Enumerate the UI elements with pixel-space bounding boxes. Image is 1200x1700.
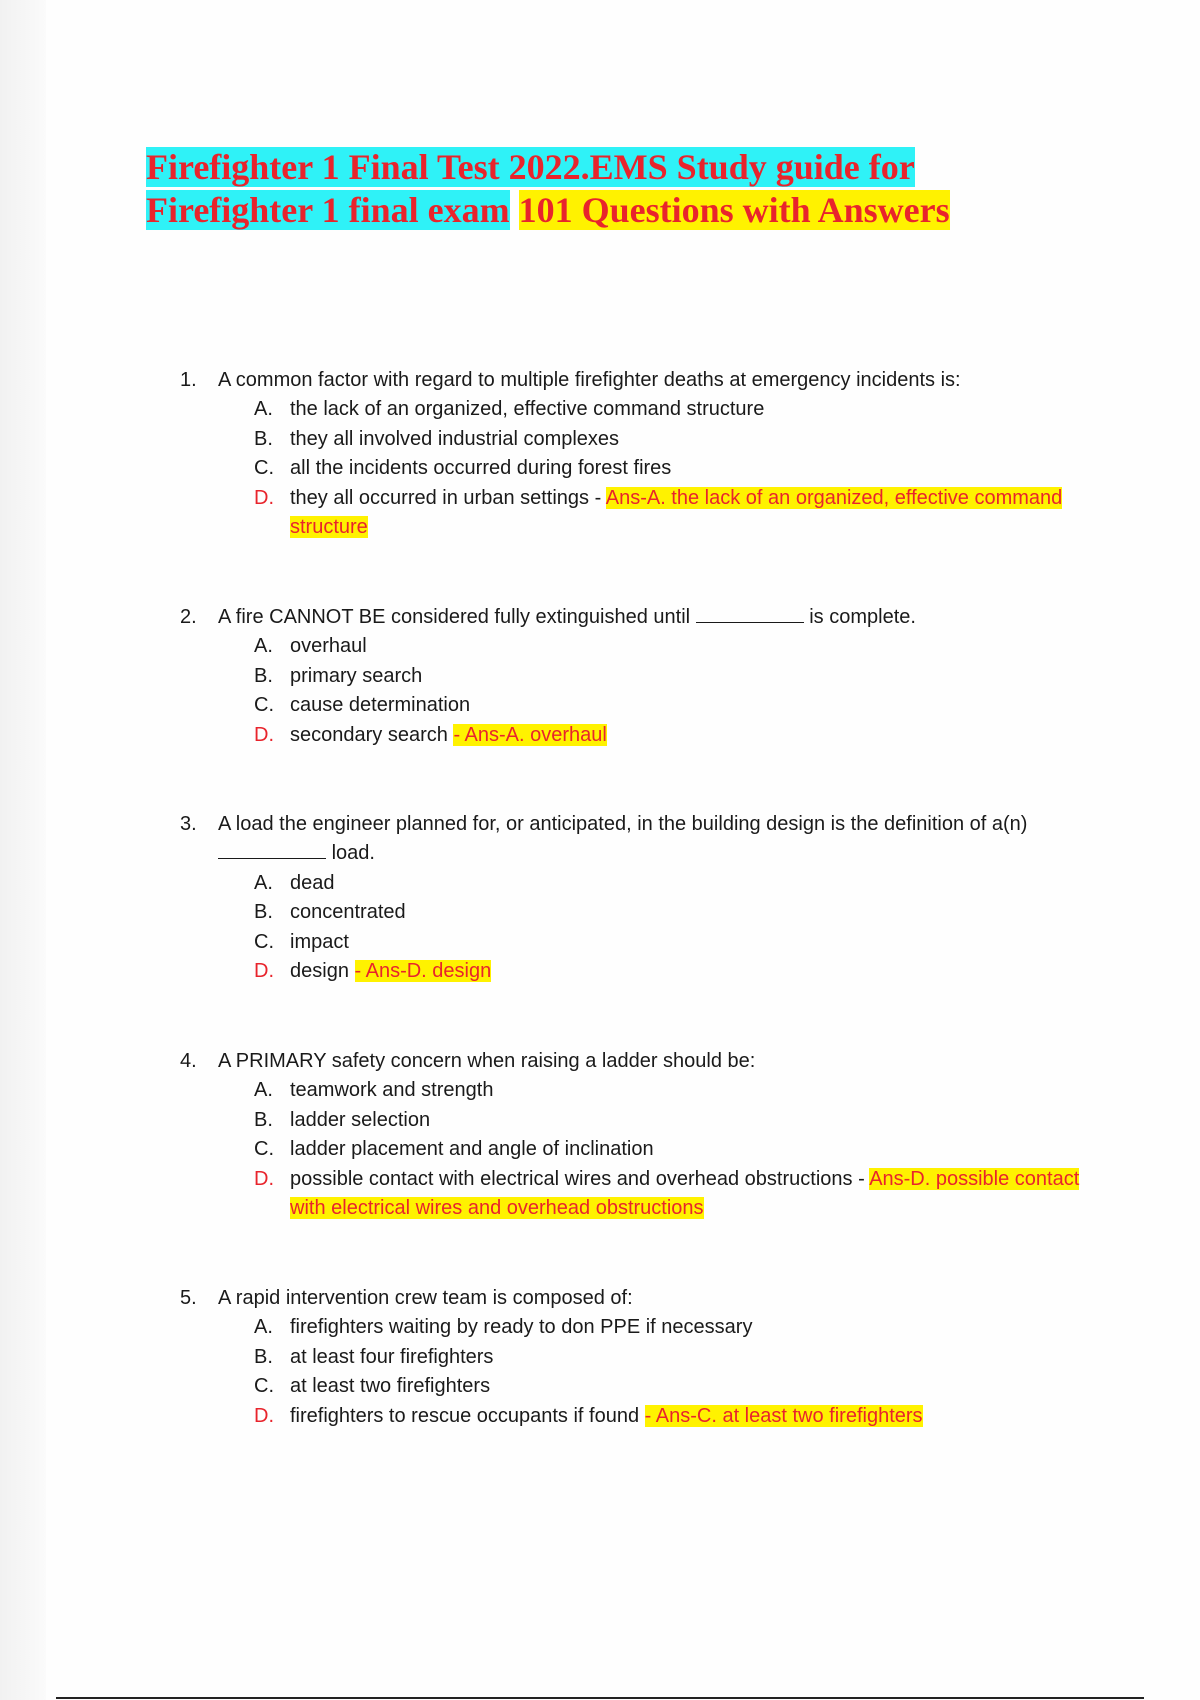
option-b	[254, 1343, 1080, 1372]
question-stem	[180, 603, 1080, 632]
option-b	[254, 898, 1080, 927]
question-1	[180, 366, 1080, 542]
question-stem	[180, 1047, 1080, 1076]
question-text: A PRIMARY safety concern when raising a ladder should be:	[218, 1050, 756, 1072]
option-letter: A.	[254, 871, 273, 894]
option-letter: D.	[254, 723, 274, 746]
page-edge-shadow	[0, 0, 46, 1700]
question-text: A fire CANNOT BE considered fully extinguished until	[218, 606, 691, 628]
option-text: at least four firefighters	[290, 1345, 494, 1368]
option-list	[180, 395, 1080, 542]
option-letter: A.	[254, 1316, 273, 1339]
option-letter: B.	[254, 901, 273, 924]
question-text: A load the engineer planned for, or anticipated, in the building design is the definition of a(n)	[218, 813, 1028, 835]
question-4	[180, 1047, 1080, 1223]
question-text: A rapid intervention crew team is composed of:	[218, 1287, 633, 1309]
option-a	[254, 1313, 1080, 1342]
question-number: 2.	[180, 606, 197, 628]
option-text: firefighters to rescue occupants if found	[290, 1404, 640, 1427]
question-number: 1.	[180, 369, 197, 391]
title-highlight-cyan: Firefighter 1 Final Test 2022.EMS Study guide for Firefighter 1 final exam	[146, 147, 915, 230]
option-letter: B.	[254, 427, 273, 450]
option-letter: B.	[254, 1108, 273, 1131]
option-letter: D.	[254, 1167, 274, 1190]
title-highlight-yellow: 101 Questions with Answers	[518, 190, 950, 230]
option-b	[254, 662, 1080, 691]
question-text: A common factor with regard to multiple firefighter deaths at emergency incidents is:	[218, 369, 961, 391]
option-text: overhaul	[290, 635, 367, 658]
option-text: dead	[290, 871, 335, 894]
option-d	[254, 1165, 1080, 1224]
option-d	[254, 1402, 1080, 1431]
option-letter: D.	[254, 1404, 274, 1427]
option-text: possible contact with electrical wires and overhead obstructions -	[290, 1167, 865, 1190]
option-b	[254, 425, 1080, 454]
fill-in-blank	[218, 842, 326, 859]
option-d	[254, 957, 1080, 986]
option-letter: D.	[254, 960, 274, 983]
option-text: cause determination	[290, 694, 471, 717]
option-list	[180, 1076, 1080, 1223]
question-5	[180, 1284, 1080, 1431]
option-d	[254, 484, 1080, 543]
option-text: design	[290, 960, 349, 983]
answer-highlight: Ans-A. the lack of an organized, effective command structure	[290, 486, 1063, 539]
option-list	[180, 632, 1080, 750]
question-number: 3.	[180, 813, 197, 835]
option-text: ladder placement and angle of inclination	[290, 1138, 654, 1161]
answer-highlight: - Ans-A. overhaul	[453, 723, 607, 746]
option-c	[254, 1372, 1080, 1401]
option-letter: C.	[254, 1138, 274, 1161]
option-a	[254, 869, 1080, 898]
option-text: they all involved industrial complexes	[290, 427, 620, 450]
question-stem	[180, 366, 1080, 395]
question-text-after: load.	[331, 842, 375, 865]
option-letter: B.	[254, 1345, 273, 1368]
option-text: secondary search	[290, 723, 448, 746]
answer-highlight: - Ans-D. design	[354, 960, 492, 983]
option-letter: A.	[254, 398, 273, 421]
document-title	[146, 146, 1046, 232]
answer-highlight: Ans-D. possible contact with electrical wires and overhead obstructions	[290, 1167, 1080, 1220]
fill-in-blank	[696, 606, 804, 623]
option-letter: C.	[254, 930, 274, 953]
option-c	[254, 1135, 1080, 1164]
answer-highlight: - Ans-C. at least two firefighters	[644, 1404, 923, 1427]
option-list	[180, 1313, 1080, 1431]
option-c	[254, 691, 1080, 720]
option-text: they all occurred in urban settings -	[290, 486, 602, 509]
option-letter: B.	[254, 664, 273, 687]
option-list	[180, 869, 1080, 987]
question-stem	[180, 1284, 1080, 1313]
option-c	[254, 928, 1080, 957]
question-number: 5.	[180, 1287, 197, 1309]
option-letter: C.	[254, 457, 274, 480]
question-text-after: is complete.	[809, 606, 916, 628]
option-b	[254, 1106, 1080, 1135]
option-text: firefighters waiting by ready to don PPE if necessary	[290, 1316, 753, 1339]
question-3	[180, 810, 1080, 986]
question-number: 4.	[180, 1050, 197, 1072]
option-text: at least two firefighters	[290, 1375, 491, 1398]
option-text: the lack of an organized, effective command structure	[290, 398, 765, 421]
option-text: ladder selection	[290, 1108, 431, 1131]
option-text: concentrated	[290, 901, 406, 924]
option-text: all the incidents occurred during forest fires	[290, 457, 672, 480]
option-a	[254, 1076, 1080, 1105]
option-a	[254, 395, 1080, 424]
option-text: teamwork and strength	[290, 1079, 494, 1102]
option-letter: A.	[254, 1079, 273, 1102]
question-2	[180, 603, 1080, 750]
option-letter: A.	[254, 635, 273, 658]
option-a	[254, 632, 1080, 661]
option-letter: C.	[254, 694, 274, 717]
option-letter: C.	[254, 1375, 274, 1398]
option-d	[254, 721, 1080, 750]
page-bottom-divider	[56, 1697, 1144, 1699]
option-letter: D.	[254, 486, 274, 509]
option-c	[254, 454, 1080, 483]
option-text: primary search	[290, 664, 423, 687]
question-stem	[180, 810, 1080, 869]
option-text: impact	[290, 930, 349, 953]
